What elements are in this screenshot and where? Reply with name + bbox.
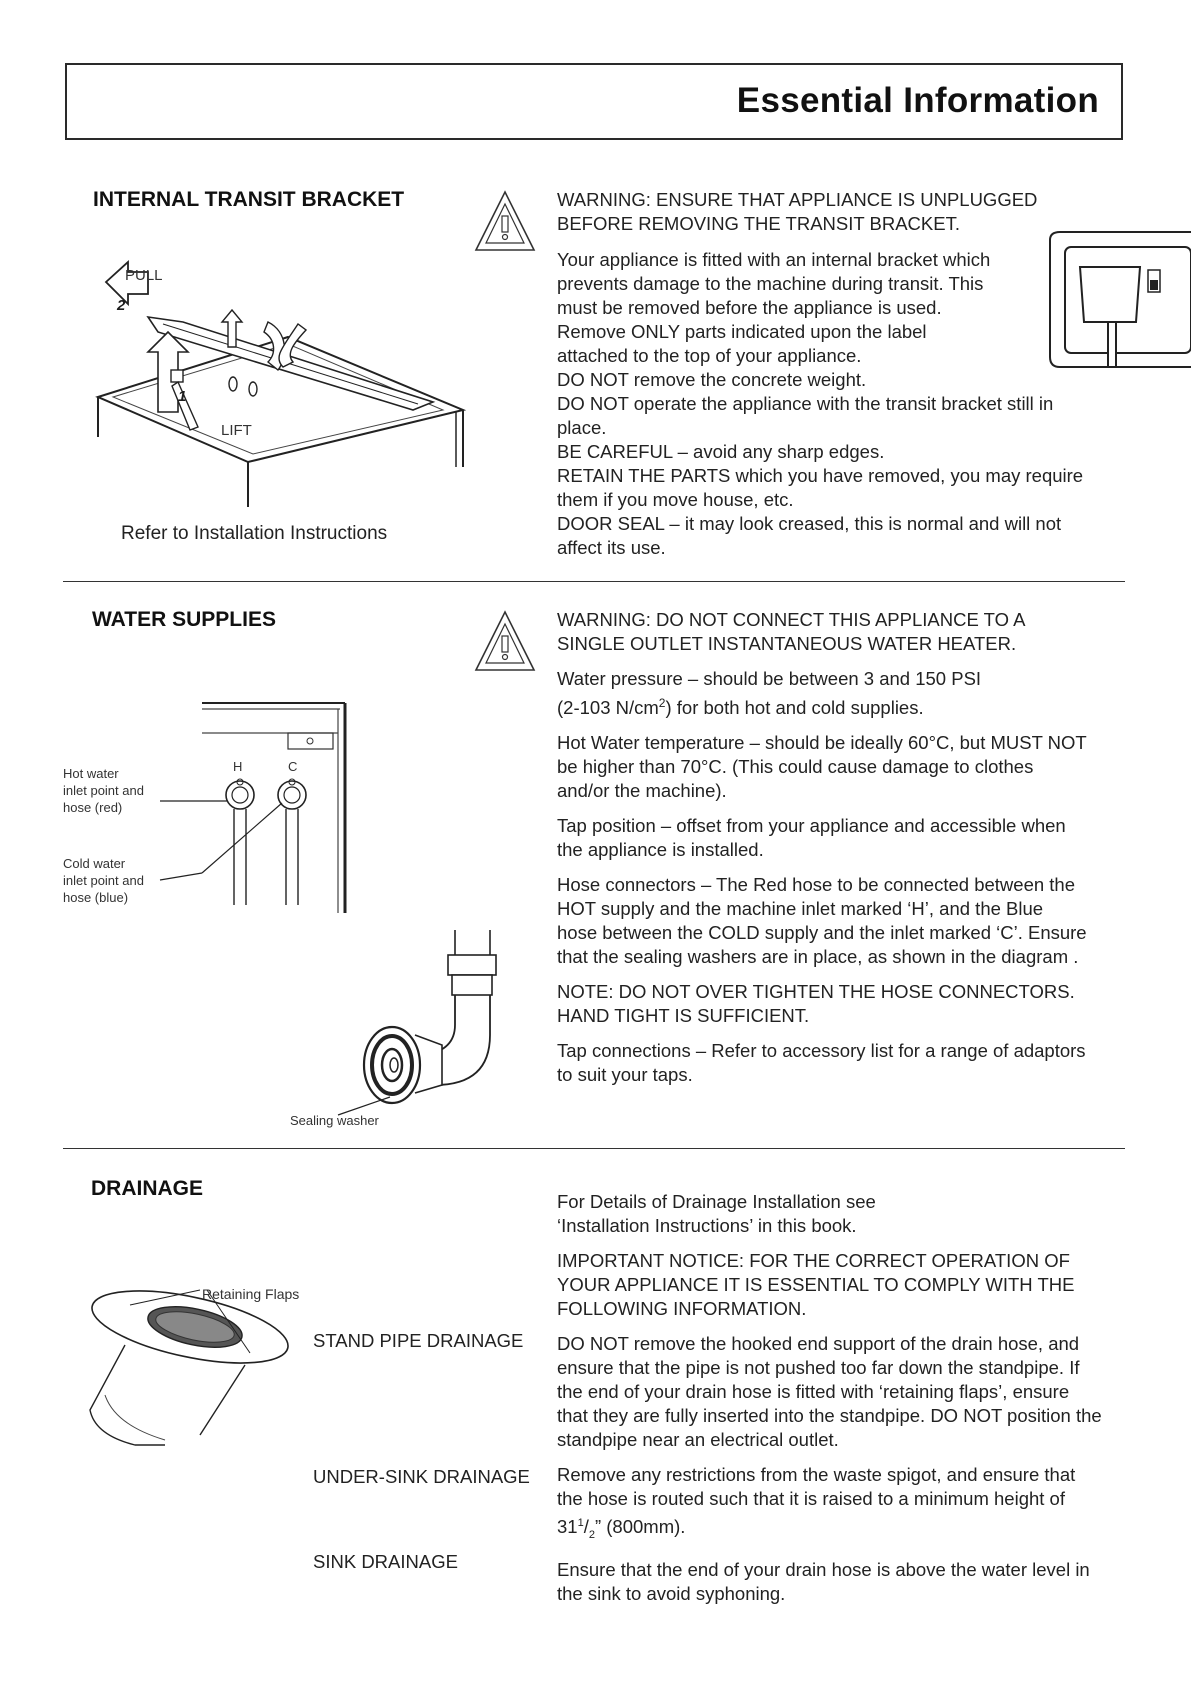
pressure-line: ) for both hot and cold supplies. bbox=[665, 697, 924, 719]
water-pressure bbox=[557, 667, 1087, 720]
hose-connectors: Hose connectors – The Red hose to be connected between the HOT supply and the machine inlet marked ‘H’, and the Blue hose between the COLD supply and the inlet marked ‘C’. Ensure that the sealing washers are in place, as shown in the diagram . bbox=[557, 874, 1087, 968]
sink-drainage-text: Ensure that the end of your drain hose is above the water level in the sink to avoid syphoning. bbox=[557, 1558, 1090, 1604]
transit-line: affect its use. bbox=[557, 537, 666, 558]
drainage-important: IMPORTANT NOTICE: FOR THE CORRECT OPERATION OF YOUR APPLIANCE IT IS ESSENTIAL TO COMPLY WITH THE FOLLOWING INFORMATION. bbox=[557, 1250, 1075, 1319]
tap-position: Tap position – offset from your appliance and accessible when the appliance is installed. bbox=[557, 815, 1066, 861]
transit-bracket-diagram bbox=[88, 262, 468, 510]
water-temperature: Hot Water temperature – should be ideally 60°C, but MUST NOT be higher than 70°C. (This could cause damage to clothes and/or the machine). bbox=[557, 732, 1087, 802]
warning-triangle-icon bbox=[472, 188, 538, 258]
cold-label-line: inlet point and bbox=[63, 873, 144, 888]
step-2-label: 2 bbox=[117, 297, 126, 314]
hot-label-line: Hot water bbox=[63, 766, 119, 781]
drain-hose-diagram bbox=[85, 1285, 295, 1450]
under-sink-label: UNDER-SINK DRAINAGE bbox=[313, 1466, 530, 1487]
under-sink-text: Remove any restrictions from the waste spigot, and ensure that the hose is routed such that it is raised to a minimum height of $31^1/_2$” (800mm). bbox=[557, 1464, 1076, 1541]
water-inlet-diagram bbox=[150, 695, 350, 915]
drainage-intro bbox=[557, 1190, 1102, 1238]
water-text bbox=[557, 608, 1087, 1098]
section-title-transit: INTERNAL TRANSIT BRACKET bbox=[93, 188, 405, 211]
transit-line: DOOR SEAL – it may look creased, this is normal and will not bbox=[557, 513, 1062, 534]
transit-line: DO NOT remove the concrete weight. bbox=[557, 369, 867, 390]
transit-caption: Refer to Installation Instructions bbox=[121, 523, 388, 544]
drainage-text bbox=[557, 1190, 1102, 1617]
transit-line: Your appliance is fitted with an internal bracket which bbox=[557, 249, 991, 270]
transit-text bbox=[557, 248, 1137, 560]
water-warning: WARNING: DO NOT CONNECT THIS APPLIANCE TO A SINGLE OUTLET INSTANTANEOUS WATER HEATER. bbox=[557, 609, 1025, 654]
pressure-line: Water pressure – should be between 3 and 150 PSI bbox=[557, 668, 982, 689]
fraction-denominator: 2 bbox=[588, 1528, 595, 1541]
cold-inlet-marker: C bbox=[288, 759, 298, 774]
sealing-washer-label: Sealing washer bbox=[290, 1113, 379, 1128]
transit-line: DO NOT operate the appliance with the transit bracket still in bbox=[557, 393, 1054, 414]
retaining-flaps-label: Retaining Flaps bbox=[202, 1286, 300, 1302]
pull-label: PULL bbox=[125, 267, 163, 284]
transit-line: them if you move house, etc. bbox=[557, 489, 794, 510]
warning-triangle-icon bbox=[472, 608, 538, 678]
transit-line: must be removed before the appliance is used. bbox=[557, 297, 942, 318]
section-divider bbox=[63, 581, 1125, 582]
cold-label-line: hose (blue) bbox=[63, 890, 129, 905]
header-box bbox=[65, 63, 1123, 140]
hot-inlet-marker: H bbox=[233, 759, 243, 774]
section-title-drainage: DRAINAGE bbox=[91, 1177, 204, 1200]
hose-connector-diagram bbox=[330, 925, 500, 1115]
hot-water-label bbox=[63, 765, 144, 816]
cold-label-line: Cold water bbox=[63, 856, 126, 871]
transit-warning: WARNING: ENSURE THAT APPLIANCE IS UNPLUGGED BEFORE REMOVING THE TRANSIT BRACKET. bbox=[557, 189, 1038, 234]
step-1-label: 1 bbox=[178, 388, 187, 405]
under-sink-line: ” (800mm). bbox=[594, 1516, 686, 1538]
pressure-superscript: 2 bbox=[658, 696, 666, 710]
transit-line: BE CAREFUL – avoid any sharp edges. bbox=[557, 441, 885, 462]
section-divider bbox=[63, 1148, 1125, 1149]
transit-line: Remove ONLY parts indicated upon the label bbox=[557, 321, 927, 342]
hot-label-line: hose (red) bbox=[63, 800, 123, 815]
fraction-numerator: 1 bbox=[577, 1517, 584, 1529]
water-note: NOTE: DO NOT OVER TIGHTEN THE HOSE CONNECTORS. HAND TIGHT IS SUFFICIENT. bbox=[557, 981, 1075, 1027]
drainage-intro-line: For Details of Drainage Installation see bbox=[557, 1191, 876, 1212]
section-title-water: WATER SUPPLIES bbox=[92, 608, 276, 631]
transit-line: RETAIN THE PARTS which you have removed, you may require bbox=[557, 465, 1084, 486]
pressure-line: (2-103 N/cm bbox=[557, 697, 659, 719]
stand-pipe-text: DO NOT remove the hooked end support of the drain hose, and ensure that the pipe is not pushed too far down the standpipe. If the end of your drain hose is fitted with ‘retaining flaps’, ensure that they are fully inserted into the standpipe. DO NOT position the standpipe near an electrical outlet. bbox=[557, 1333, 1102, 1450]
transit-line: prevents damage to the machine during transit. This bbox=[557, 273, 984, 294]
lift-label: LIFT bbox=[221, 422, 252, 439]
under-sink-line: Remove any restrictions from the waste spigot, and ensure that the hose is routed such that it is raised to a minimum height of 31 bbox=[557, 1464, 1076, 1538]
cold-water-label bbox=[63, 855, 144, 906]
tap-connections: Tap connections – Refer to accessory list for a range of adaptors to suit your taps. bbox=[557, 1040, 1086, 1086]
transit-line: attached to the top of your appliance. bbox=[557, 345, 862, 366]
hot-label-line: inlet point and bbox=[63, 783, 144, 798]
drainage-intro-line: ‘Installation Instructions’ in this book. bbox=[557, 1215, 857, 1236]
transit-line: place. bbox=[557, 417, 607, 438]
page-title: Essential Information bbox=[736, 81, 1099, 120]
stand-pipe-label: STAND PIPE DRAINAGE bbox=[313, 1330, 524, 1351]
sink-drainage-label: SINK DRAINAGE bbox=[313, 1551, 458, 1572]
